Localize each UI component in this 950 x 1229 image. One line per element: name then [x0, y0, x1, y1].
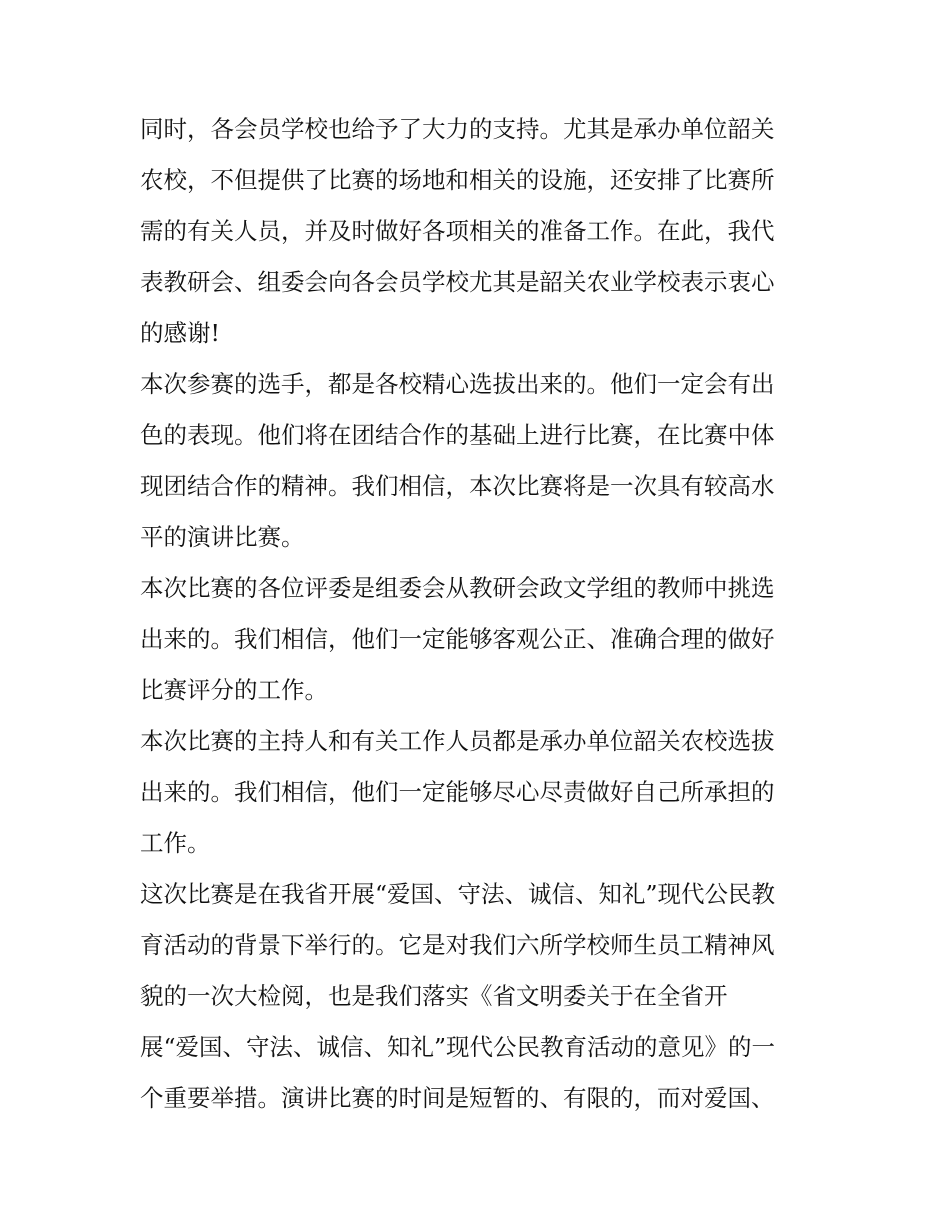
text-line: 出来的。我们相信，他们一定能够尽心尽责做好自己所承担的: [140, 778, 775, 806]
text-line: 本次比赛的主持人和有关工作人员都是承办单位韶关农校选拔: [140, 727, 775, 755]
text-line: 展“爱国、守法、诚信、知礼”现代公民教育活动的意见》的一: [140, 1033, 776, 1061]
text-line: 色的表现。他们将在团结合作的基础上进行比赛，在比赛中体: [140, 421, 775, 449]
text-line: 平的演讲比赛。: [140, 523, 305, 551]
text-line: 需的有关人员，并及时做好各项相关的准备工作。在此，我代: [140, 217, 775, 245]
text-line: 本次比赛的各位评委是组委会从教研会政文学组的教师中挑选: [140, 574, 775, 602]
text-line: 工作。: [140, 829, 211, 857]
text-line: 同时，各会员学校也给予了大力的支持。尤其是承办单位韶关: [140, 115, 775, 143]
text-line: 育活动的背景下举行的。它是对我们六所学校师生员工精神风: [140, 931, 775, 959]
text-line: 个重要举措。演讲比赛的时间是短暂的、有限的，而对爱国、: [140, 1084, 775, 1112]
text-line: 的感谢!: [140, 319, 220, 347]
text-line: 这次比赛是在我省开展“爱国、守法、诚信、知礼”现代公民教: [140, 880, 776, 908]
text-line: 出来的。我们相信，他们一定能够客观公正、准确合理的做好: [140, 625, 775, 653]
text-line: 本次参赛的选手，都是各校精心选拔出来的。他们一定会有出: [140, 370, 775, 398]
text-line: 农校，不但提供了比赛的场地和相关的设施，还安排了比赛所: [140, 166, 775, 194]
text-line: 比赛评分的工作。: [140, 676, 328, 704]
document-body: [140, 104, 820, 1124]
text-line: 现团结合作的精神。我们相信，本次比赛将是一次具有较高水: [140, 472, 775, 500]
text-line: 表教研会、组委会向各会员学校尤其是韶关农业学校表示衷心: [140, 268, 775, 296]
text-line: 貌的一次大检阅，也是我们落实《省文明委关于在全省开: [140, 982, 728, 1010]
